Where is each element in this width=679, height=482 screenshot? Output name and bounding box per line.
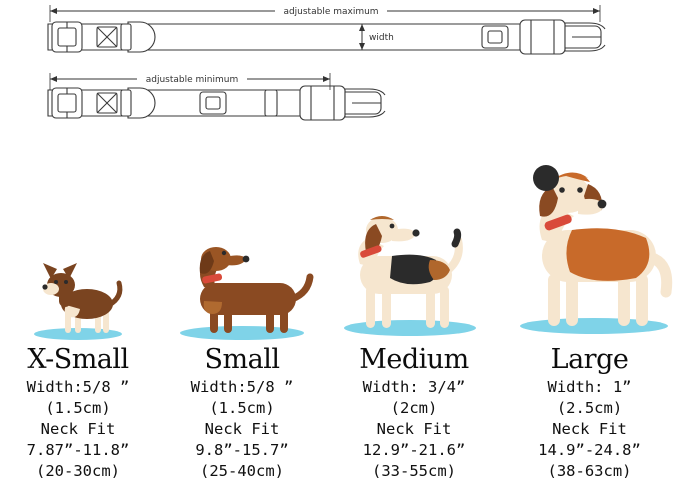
spec-line: Neck Fit <box>552 420 627 438</box>
slider-adjuster <box>97 27 117 47</box>
spec-line: Neck Fit <box>40 420 116 438</box>
size-name-medium: Medium <box>359 344 469 375</box>
dog-illustration-wrap <box>330 150 498 343</box>
collar-maximum <box>48 20 605 54</box>
buckle-male <box>565 23 605 51</box>
size-specs-medium <box>363 377 466 482</box>
adjustable-minimum-label: adjustable minimum <box>145 75 239 85</box>
square-ring-min <box>200 92 226 114</box>
keeper-loop-min <box>265 90 277 116</box>
spec-line: (1.5cm) <box>45 399 111 417</box>
spec-line: 7.87”-11.8” <box>26 441 130 459</box>
collar-diagram-area <box>0 0 679 150</box>
spec-line: 12.9”-21.6” <box>362 441 466 459</box>
right-square-ring <box>482 26 508 48</box>
spec-line: Neck Fit <box>376 420 452 438</box>
left-end-hardware-min <box>52 88 82 118</box>
size-column-medium <box>328 150 500 482</box>
beagle-illustration <box>330 168 498 343</box>
collar-minimum <box>48 86 385 120</box>
d-ring-min <box>121 88 155 118</box>
spec-line: (25-40cm) <box>200 462 284 480</box>
size-columns <box>0 150 679 482</box>
size-name-x-small: X-Small <box>27 344 129 375</box>
spec-line: (33-55cm) <box>372 462 456 480</box>
spec-line: Width:5/8 ” <box>190 378 294 396</box>
spec-line: 14.9”-24.8” <box>538 441 641 459</box>
dog-illustration-wrap <box>502 148 677 343</box>
spec-line: (20-30cm) <box>36 462 120 480</box>
size-name-small: Small <box>204 344 280 375</box>
d-ring <box>121 22 155 52</box>
saint-bernard-illustration <box>502 148 677 343</box>
left-end-hardware <box>52 22 82 52</box>
spec-line: (2cm) <box>390 399 438 417</box>
dog-illustration-wrap <box>158 150 326 343</box>
dachshund-illustration <box>158 183 326 343</box>
size-column-large <box>500 150 679 482</box>
spec-line: Width:5/8 ” <box>26 378 130 396</box>
size-column-x-small <box>0 150 156 482</box>
spec-line: 9.8”-15.7” <box>195 441 289 459</box>
spec-line: (38-63cm) <box>547 462 632 480</box>
chihuahua-illustration <box>3 193 153 343</box>
size-name-large: Large <box>550 344 629 375</box>
spec-line: (2.5cm) <box>556 399 623 417</box>
spec-line: Neck Fit <box>204 420 280 438</box>
size-specs-x-small <box>27 377 130 482</box>
width-label: width <box>369 33 394 43</box>
collar-diagram-svg <box>0 0 679 150</box>
spec-line: Width: 1” <box>547 378 632 396</box>
spec-line: Width: 3/4” <box>362 378 466 396</box>
size-specs-small <box>191 377 294 482</box>
buckle-female <box>520 20 565 54</box>
slider-adjuster-min <box>97 93 117 113</box>
buckle-female-min <box>300 86 345 120</box>
dog-illustration-wrap <box>2 150 154 343</box>
spec-line: (1.5cm) <box>209 399 275 417</box>
buckle-male-min <box>345 89 385 117</box>
size-column-small <box>156 150 328 482</box>
adjustable-maximum-label: adjustable maximum <box>283 7 379 17</box>
size-specs-large <box>538 377 641 482</box>
